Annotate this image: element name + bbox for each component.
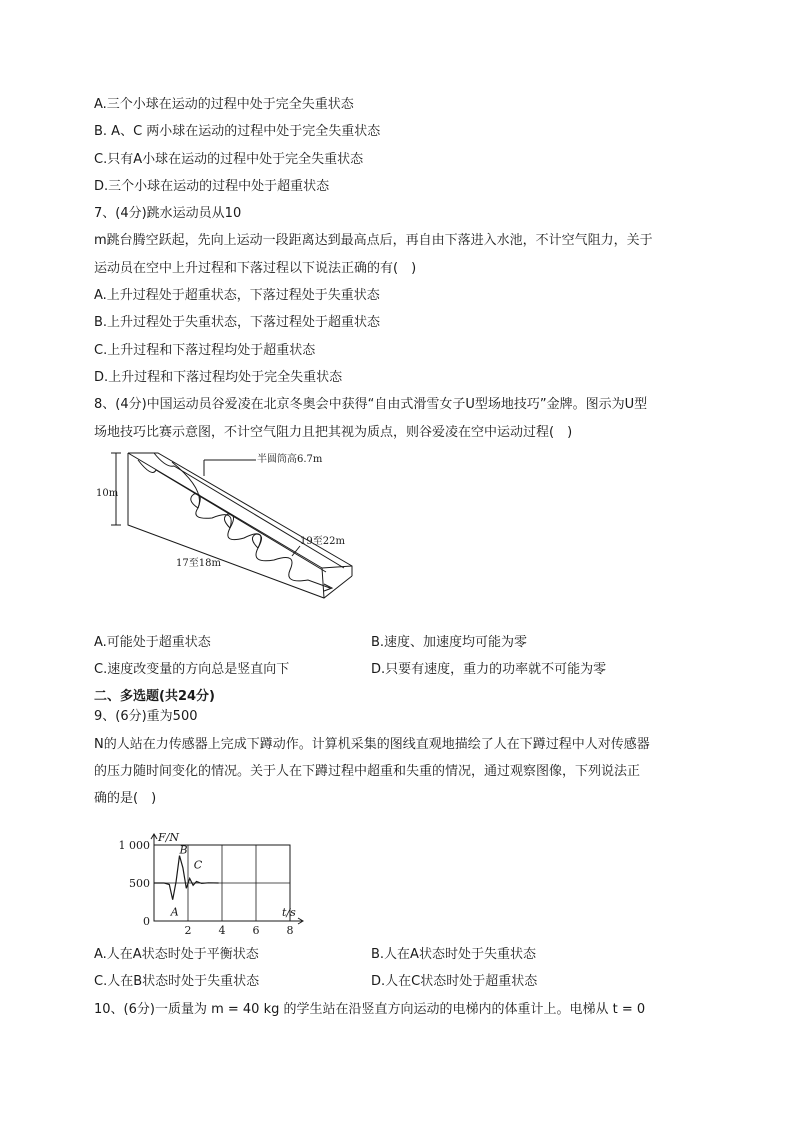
q6-option-c: C.只有A小球在运动的过程中处于完全失重状态 — [94, 152, 364, 167]
q10-stem-line1: 10、(6分)一质量为 m = 40 kg 的学生站在沿竖直方向运动的电梯内的体重计上。电梯从 t = 0 — [94, 1002, 646, 1017]
label-width: 19至22m — [300, 536, 345, 547]
halfpipe-inner-left — [138, 460, 326, 572]
label-height: 10m — [96, 488, 119, 499]
q6-option-a: A.三个小球在运动的过程中处于完全失重状态 — [94, 97, 354, 112]
q7-option-b: B.上升过程处于失重状态，下落过程处于超重状态 — [94, 315, 381, 330]
q9-stem-line2: N的人站在力传感器上完成下蹲动作。计算机采集的图线直观地描绘了人在下蹲过程中人对传感器 — [94, 737, 650, 752]
x-tick-label: 2 — [184, 924, 192, 937]
q7-option-c: C.上升过程和下落过程均处于超重状态 — [94, 343, 316, 358]
q8-stem-line1: 8、(4分)中国运动员谷爱凌在北京冬奥会中获得“自由式滑雪女子U型场地技巧”金牌。图示为U型 — [94, 397, 648, 412]
q8-option-a: A.可能处于超重状态 — [94, 635, 211, 650]
skier-trajectory — [172, 462, 330, 588]
block-front-right — [322, 566, 352, 568]
x-axis-label: t/s — [282, 906, 296, 919]
block-top-edge — [128, 453, 352, 576]
y-tick-label: 0 — [143, 915, 150, 928]
x-tick-label: 4 — [218, 924, 226, 937]
q6-option-b: B. A、C 两小球在运动的过程中处于完全失重状态 — [94, 124, 381, 139]
y-tick-label: 500 — [129, 877, 150, 890]
q7-option-a: A.上升过程处于超重状态，下落过程处于失重状态 — [94, 288, 380, 303]
q9-option-c: C.人在B状态时处于失重状态 — [94, 974, 260, 989]
q8-option-d: D.只要有速度，重力的功率就不可能为零 — [371, 662, 607, 677]
q8-option-c: C.速度改变量的方向总是竖直向下 — [94, 662, 290, 677]
q7-stem-line2: m跳台腾空跃起，先向上运动一段距离达到最高点后，再自由下落进入水池，不计空气阻力，关于 — [94, 233, 653, 248]
q6-option-d: D.三个小球在运动的过程中处于超重状态 — [94, 179, 330, 194]
q9-option-a: A.人在A状态时处于平衡状态 — [94, 947, 259, 962]
x-tick-label: 6 — [252, 924, 260, 937]
point-label-c: C — [193, 858, 203, 872]
label-halfpipe: 半圆筒高6.7m — [257, 454, 323, 465]
force-time-chart — [94, 820, 314, 940]
y-tick-label: 1 000 — [118, 839, 150, 852]
q8-option-b: B.速度、加速度均可能为零 — [371, 635, 528, 650]
point-label-b: B — [179, 843, 188, 857]
section-heading: 二、多选题(共24分) — [94, 689, 215, 704]
label-length: 17至18m — [176, 558, 221, 569]
q7-option-d: D.上升过程和下落过程均处于完全失重状态 — [94, 370, 343, 385]
halfpipe-figure — [94, 448, 364, 608]
point-label-a: A — [170, 905, 179, 919]
q7-stem-line1: 7、(4分)跳水运动员从10 — [94, 206, 242, 221]
q9-stem-line3: 的压力随时间变化的情况。关于人在下蹲过程中超重和失重的情况，通过观察图像，下列说法正 — [94, 764, 641, 779]
q9-option-d: D.人在C状态时处于超重状态 — [371, 974, 538, 989]
q8-stem-line2: 场地技巧比赛示意图，不计空气阻力且把其视为质点，则谷爱凌在空中运动过程( ) — [94, 425, 573, 440]
q9-option-b: B.人在A状态时处于失重状态 — [371, 947, 536, 962]
q7-stem-line3: 运动员在空中上升过程和下落过程以下说法正确的有( ) — [94, 261, 417, 276]
force-series-line — [154, 856, 219, 900]
block-bottom-front — [322, 568, 324, 598]
block-left-face — [128, 453, 352, 598]
halfpipe-inner-right — [154, 453, 344, 568]
q9-stem-line1: 9、(6分)重为500 — [94, 709, 198, 724]
q9-stem-line4: 确的是( ) — [94, 791, 157, 806]
x-tick-label: 8 — [286, 924, 294, 937]
y-axis-label: F/N — [158, 831, 179, 844]
